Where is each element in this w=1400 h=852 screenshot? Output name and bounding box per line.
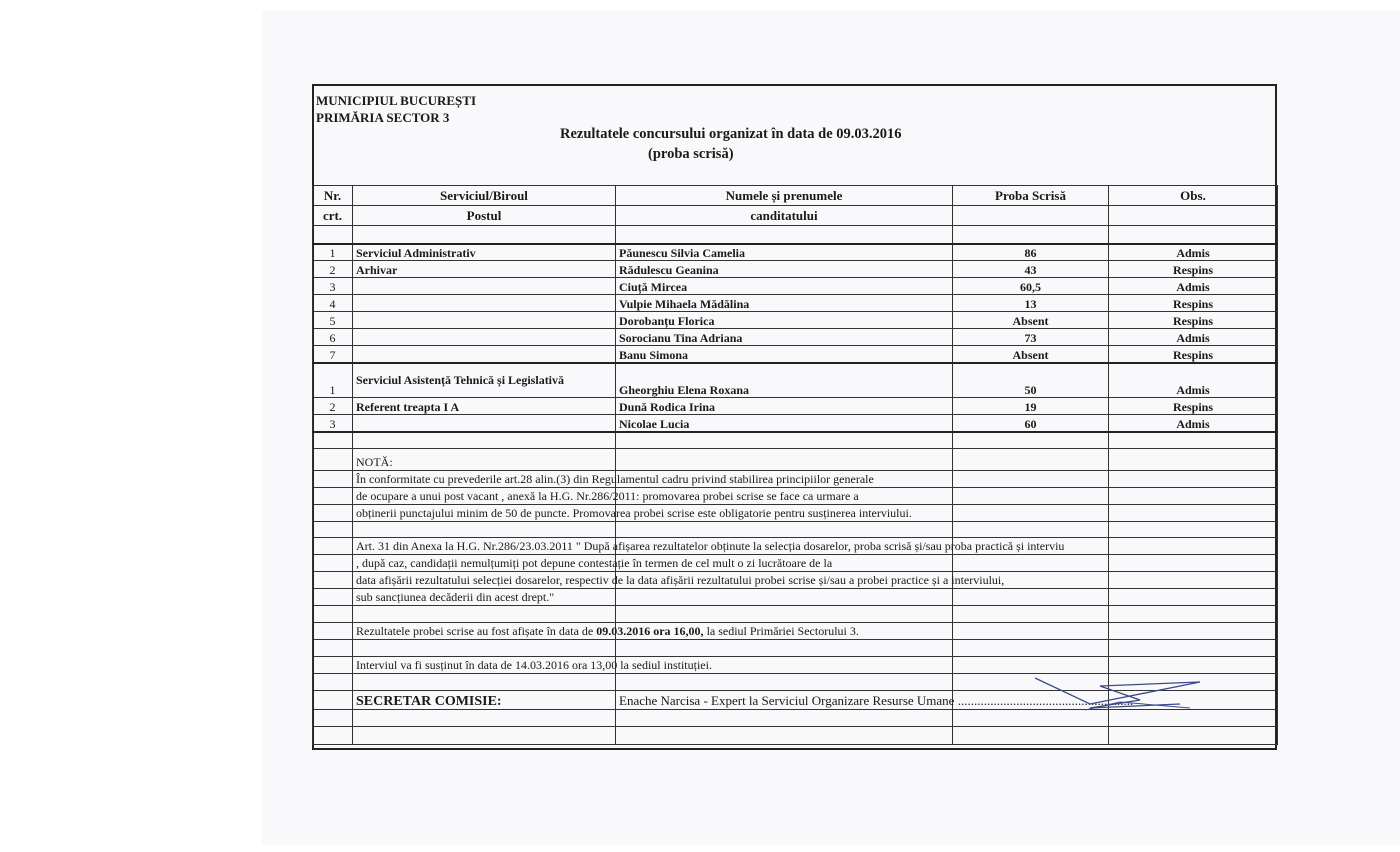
empty-cell bbox=[1109, 589, 1278, 606]
note-line: obținerii punctajului minim de 50 de puncte. Promovarea probei scrise este obligatorie pentru susținerea interviului. bbox=[356, 506, 912, 520]
empty-cell bbox=[616, 606, 953, 623]
note-cell bbox=[353, 657, 712, 674]
interview-line: Interviul va fi susținut în data de 14.03.2016 ora 13,00 la sediul instituției. bbox=[356, 658, 712, 672]
posted-prefix: Rezultatele probei scrise au fost afișate în data de bbox=[356, 624, 597, 638]
observation-status: Respins bbox=[1109, 261, 1278, 278]
candidate-name: Gheorghiu Elena Roxana bbox=[616, 363, 953, 398]
empty-cell bbox=[616, 710, 953, 727]
note-cell bbox=[353, 640, 616, 657]
empty-cell bbox=[1109, 488, 1278, 505]
header-row-1 bbox=[313, 186, 1278, 206]
note-row bbox=[313, 640, 1278, 657]
note-line: de ocupare a unui post vacant , anexă la H.G. Nr.286/2011: promovarea probei scrise se face ca urmare a bbox=[356, 489, 859, 503]
empty-cell bbox=[1109, 471, 1278, 488]
note-row bbox=[313, 606, 1278, 623]
article-31-line: sub sancțiunea decăderii din acest drept." bbox=[356, 590, 555, 604]
table-row bbox=[313, 312, 1278, 329]
row-number: 7 bbox=[313, 346, 353, 363]
note-cell bbox=[353, 727, 616, 745]
note-cell bbox=[353, 505, 912, 522]
empty-cell bbox=[313, 606, 353, 623]
note-row bbox=[313, 572, 1278, 589]
note-row bbox=[313, 589, 1278, 606]
empty-cell bbox=[313, 589, 353, 606]
service-cell: Arhivar bbox=[353, 261, 616, 278]
empty-cell bbox=[313, 710, 353, 727]
note-row bbox=[313, 488, 1278, 505]
service-cell bbox=[353, 278, 616, 295]
note-cell bbox=[353, 555, 833, 572]
org-line-2: PRIMĂRIA SECTOR 3 bbox=[316, 110, 450, 125]
table-row bbox=[313, 278, 1278, 295]
service-cell bbox=[353, 346, 616, 363]
empty-cell bbox=[313, 538, 353, 555]
organization-header bbox=[316, 92, 476, 126]
empty-cell bbox=[953, 727, 1109, 745]
empty-cell bbox=[953, 226, 1109, 244]
candidate-name: Banu Simona bbox=[616, 346, 953, 363]
candidate-name: Dorobanțu Florica bbox=[616, 312, 953, 329]
table-row bbox=[313, 363, 1278, 398]
candidate-name: Nicolae Lucia bbox=[616, 415, 953, 432]
empty-cell bbox=[1109, 623, 1278, 640]
empty-cell bbox=[313, 727, 353, 745]
written-test-score: 60 bbox=[953, 415, 1109, 432]
empty-cell bbox=[953, 471, 1109, 488]
service-cell: Serviciul Administrativ bbox=[353, 244, 616, 261]
col-score: Proba Scrisă bbox=[953, 186, 1109, 206]
empty-cell bbox=[1109, 727, 1278, 745]
row-number: 3 bbox=[313, 415, 353, 432]
empty-cell bbox=[953, 449, 1109, 471]
note-row bbox=[313, 727, 1278, 745]
empty-cell bbox=[313, 674, 353, 691]
note-row bbox=[313, 555, 1278, 572]
observation-status: Respins bbox=[1109, 346, 1278, 363]
empty-cell bbox=[1109, 606, 1278, 623]
note-row bbox=[313, 522, 1278, 538]
table-row bbox=[313, 415, 1278, 432]
col-service: Serviciul/Biroul bbox=[353, 186, 616, 206]
note-cell bbox=[353, 538, 1065, 555]
observation-status: Admis bbox=[1109, 415, 1278, 432]
service-cell: Referent treapta I A bbox=[353, 398, 616, 415]
note-cell bbox=[353, 471, 874, 488]
col-name: Numele și prenumele bbox=[616, 186, 953, 206]
empty-cell bbox=[953, 657, 1109, 674]
note-row bbox=[313, 449, 1278, 471]
empty-cell bbox=[953, 432, 1109, 449]
observation-status: Respins bbox=[1109, 398, 1278, 415]
written-test-score: 19 bbox=[953, 398, 1109, 415]
empty-cell bbox=[313, 505, 353, 522]
written-test-score: 86 bbox=[953, 244, 1109, 261]
row-number: 1 bbox=[313, 363, 353, 398]
empty-cell bbox=[353, 226, 616, 244]
note-cell bbox=[353, 589, 616, 606]
note-cell bbox=[353, 522, 616, 538]
empty-cell bbox=[1109, 206, 1278, 226]
observation-status: Admis bbox=[1109, 278, 1278, 295]
note-row bbox=[313, 657, 1278, 674]
note-heading: NOTĂ: bbox=[356, 455, 393, 469]
empty-cell bbox=[313, 432, 353, 449]
empty-cell bbox=[616, 589, 953, 606]
note-row bbox=[313, 471, 1278, 488]
written-test-score: Absent bbox=[953, 312, 1109, 329]
row-number: 3 bbox=[313, 278, 353, 295]
note-cell bbox=[353, 488, 859, 505]
empty-cell bbox=[616, 727, 953, 745]
empty-cell bbox=[953, 589, 1109, 606]
service-cell: Serviciul Asistență Tehnică și Legislativă bbox=[353, 363, 616, 398]
note-row bbox=[313, 623, 1278, 640]
candidate-name: Rădulescu Geanina bbox=[616, 261, 953, 278]
empty-cell bbox=[1109, 538, 1278, 555]
document-title: Rezultatele concursului organizat în data de 09.03.2016 bbox=[560, 126, 902, 142]
row-number: 2 bbox=[313, 398, 353, 415]
note-cell bbox=[353, 572, 1005, 589]
col-nr-2: crt. bbox=[313, 206, 353, 226]
empty-cell bbox=[616, 640, 953, 657]
observation-status: Admis bbox=[1109, 329, 1278, 346]
org-line-1: MUNICIPIUL BUCUREȘTI bbox=[316, 93, 476, 108]
note-row bbox=[313, 505, 1278, 522]
empty-cell bbox=[953, 623, 1109, 640]
spacer-row bbox=[313, 226, 1278, 244]
article-31-line: , după caz, candidații nemulțumiți pot depune contestație în termen de cel mult o zi lucrătoare de la bbox=[356, 556, 833, 570]
row-number: 1 bbox=[313, 244, 353, 261]
row-number: 5 bbox=[313, 312, 353, 329]
written-test-score: 50 bbox=[953, 363, 1109, 398]
empty-cell bbox=[313, 623, 353, 640]
empty-cell bbox=[616, 674, 953, 691]
table-row bbox=[313, 295, 1278, 312]
note-row bbox=[313, 432, 1278, 449]
col-name-2: canditatului bbox=[616, 206, 953, 226]
posted-location: la sediul Primăriei Sectorului 3. bbox=[703, 624, 859, 638]
header-row-2 bbox=[313, 206, 1278, 226]
empty-cell bbox=[313, 522, 353, 538]
results-table bbox=[312, 185, 1278, 745]
secretary-label: SECRETAR COMISIE: bbox=[353, 691, 616, 710]
note-cell bbox=[353, 449, 616, 471]
empty-cell bbox=[313, 572, 353, 589]
service-cell bbox=[353, 415, 616, 432]
note-row bbox=[313, 538, 1278, 555]
written-test-score: Absent bbox=[953, 346, 1109, 363]
empty-cell bbox=[313, 691, 353, 710]
observation-status: Admis bbox=[1109, 244, 1278, 261]
empty-cell bbox=[953, 206, 1109, 226]
note-cell bbox=[353, 606, 616, 623]
empty-cell bbox=[953, 640, 1109, 657]
candidate-name: Vulpie Mihaela Mădălina bbox=[616, 295, 953, 312]
empty-cell bbox=[313, 640, 353, 657]
empty-cell bbox=[313, 226, 353, 244]
empty-cell bbox=[1109, 449, 1278, 471]
note-cell bbox=[353, 432, 616, 449]
note-line: În conformitate cu prevederile art.28 alin.(3) din Regulamentul cadru privind stabilirea principiilor generale bbox=[356, 472, 874, 486]
signature bbox=[1030, 674, 1205, 718]
service-cell bbox=[353, 295, 616, 312]
col-obs: Obs. bbox=[1109, 186, 1278, 206]
article-31-line: data afișării rezultatului selecției dosarelor, respectiv de la data afișării rezultatului probei scrise și/sau a probei practice și a interviului, bbox=[356, 573, 1005, 587]
service-cell bbox=[353, 312, 616, 329]
empty-cell bbox=[1109, 522, 1278, 538]
empty-cell bbox=[1109, 505, 1278, 522]
candidate-name: Ciuță Mircea bbox=[616, 278, 953, 295]
empty-cell bbox=[1109, 226, 1278, 244]
col-nr: Nr. bbox=[313, 186, 353, 206]
empty-cell bbox=[1109, 657, 1278, 674]
note-cell bbox=[353, 623, 859, 640]
article-31-line: Art. 31 din Anexa la H.G. Nr.286/23.03.2011 " După afișarea rezultatelor obținute la selecția dosarelor, proba scrisă și/sau proba practică și interviu bbox=[356, 539, 1065, 553]
secretary-name bbox=[616, 691, 1134, 710]
results-posted-line bbox=[356, 624, 859, 638]
empty-cell bbox=[1109, 432, 1278, 449]
empty-cell bbox=[953, 488, 1109, 505]
table-row bbox=[313, 398, 1278, 415]
table-row bbox=[313, 244, 1278, 261]
row-number: 4 bbox=[313, 295, 353, 312]
empty-cell bbox=[313, 657, 353, 674]
table-row bbox=[313, 346, 1278, 363]
empty-cell bbox=[1109, 640, 1278, 657]
empty-cell bbox=[313, 555, 353, 572]
candidate-name: Păunescu Silvia Camelia bbox=[616, 244, 953, 261]
empty-cell bbox=[616, 449, 953, 471]
note-cell bbox=[353, 674, 616, 691]
written-test-score: 60,5 bbox=[953, 278, 1109, 295]
written-test-score: 73 bbox=[953, 329, 1109, 346]
observation-status: Respins bbox=[1109, 312, 1278, 329]
document-subtitle: (proba scrisă) bbox=[648, 146, 734, 162]
note-cell bbox=[353, 710, 616, 727]
empty-cell bbox=[313, 488, 353, 505]
empty-cell bbox=[953, 522, 1109, 538]
table-row bbox=[313, 329, 1278, 346]
table-row bbox=[313, 261, 1278, 278]
written-test-score: 13 bbox=[953, 295, 1109, 312]
empty-cell bbox=[1109, 555, 1278, 572]
observation-status: Respins bbox=[1109, 295, 1278, 312]
col-service-2: Postul bbox=[353, 206, 616, 226]
empty-cell bbox=[953, 606, 1109, 623]
candidate-name: Dună Rodica Irina bbox=[616, 398, 953, 415]
empty-cell bbox=[313, 471, 353, 488]
row-number: 6 bbox=[313, 329, 353, 346]
service-cell bbox=[353, 329, 616, 346]
empty-cell bbox=[616, 432, 953, 449]
secretary-name-text: Enache Narcisa - Expert la Serviciul Organizare Resurse Umane ...................................................... bbox=[619, 693, 1134, 708]
empty-cell bbox=[313, 449, 353, 471]
empty-cell bbox=[1109, 572, 1278, 589]
observation-status: Admis bbox=[1109, 363, 1278, 398]
empty-cell bbox=[953, 555, 1109, 572]
empty-cell bbox=[953, 505, 1109, 522]
candidate-name: Sorocianu Tina Adriana bbox=[616, 329, 953, 346]
empty-cell bbox=[616, 522, 953, 538]
empty-cell bbox=[616, 226, 953, 244]
posted-date-time: 09.03.2016 ora 16,00, bbox=[596, 624, 704, 638]
row-number: 2 bbox=[313, 261, 353, 278]
written-test-score: 43 bbox=[953, 261, 1109, 278]
